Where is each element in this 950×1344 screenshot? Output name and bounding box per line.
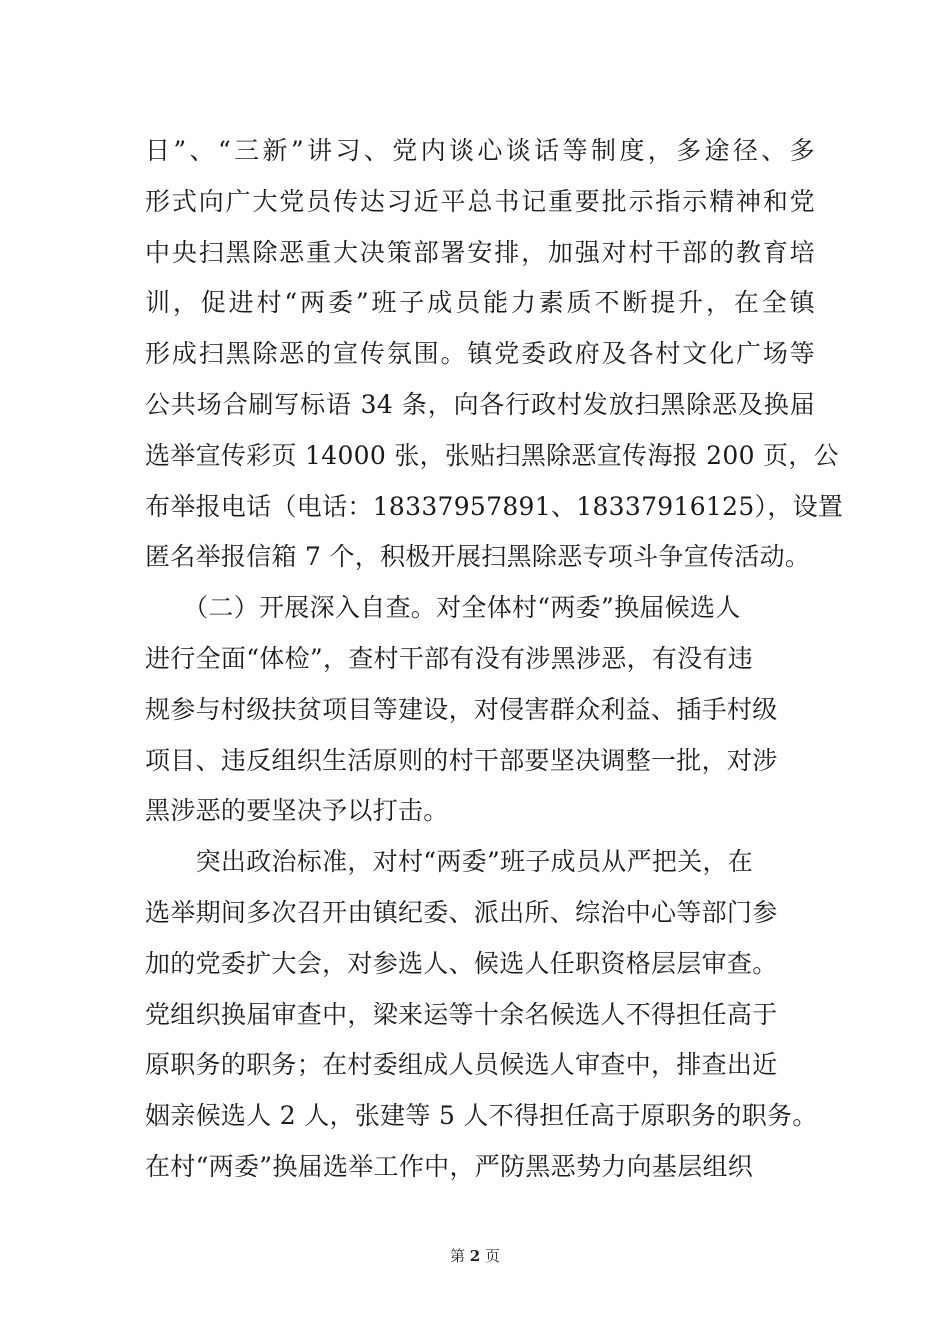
text-line: 选举宣传彩页 14000 张，张贴扫黑除恶宣传海报 200 页，公 <box>145 440 839 470</box>
text-line: 布举报电话（电话：18337957891、18337916125），设置 <box>145 491 844 521</box>
text-line: 党组织换届审查中，梁来运等十余名候选人不得担任高于 <box>145 999 778 1029</box>
body-text <box>145 126 844 1193</box>
text-line: 日”、“三新”讲习、党内谈心谈话等制度，多途径、多 <box>145 136 815 165</box>
page-number: 2 <box>469 1247 481 1265</box>
text-line: 项目、违反组织生活原则的村干部要坚决调整一批，对涉 <box>145 745 778 775</box>
text-line: 选举期间多次召开由镇纪委、派出所、综治中心等部门参 <box>145 897 778 927</box>
text-line: 公共场合刷写标语 34 条，向各行政村发放扫黑除恶及换届 <box>145 389 815 419</box>
text-line: 形式向广大党员传达习近平总书记重要批示指示精神和党 <box>145 186 815 216</box>
text-line: 中央扫黑除恶重大决策部署安排，加强对村干部的教育培 <box>145 237 815 267</box>
text-line: 黑涉恶的要坚决予以打击。 <box>145 796 449 826</box>
footer-suffix: 页 <box>485 1247 501 1265</box>
text-line: 姻亲候选人 2 人，张建等 5 人不得担任高于原职务的职务。 <box>145 1101 818 1131</box>
text-line: 形成扫黑除恶的宣传氛围。镇党委政府及各村文化广场等 <box>145 339 815 369</box>
text-line: 原职务的职务；在村委组成人员候选人审查中，排查出近 <box>145 1050 778 1080</box>
text-line: 突出政治标准，对村“两委”班子成员从严把关，在 <box>145 847 754 877</box>
text-line: 进行全面“体检”，查村干部有没有涉黑涉恶，有没有违 <box>145 643 754 673</box>
text-line: 在村“两委”换届选举工作中，严防黑恶势力向基层组织 <box>145 1151 754 1181</box>
text-line: 加的党委扩大会，对参选人、候选人任职资格层层审查。 <box>145 948 778 978</box>
text-line: 匿名举报信箱 7 个，积极开展扫黑除恶专项斗争宣传活动。 <box>145 542 811 572</box>
text-line: 规参与村级扶贫项目等建设，对侵害群众利益、插手村级 <box>145 694 778 724</box>
footer-prefix: 第 <box>449 1247 465 1265</box>
text-line: 训，促进村“两委”班子成员能力素质不断提升，在全镇 <box>145 288 815 318</box>
text-line: （二）开展深入自查。对全体村“两委”换届候选人 <box>145 593 741 623</box>
page-footer <box>0 1245 950 1266</box>
